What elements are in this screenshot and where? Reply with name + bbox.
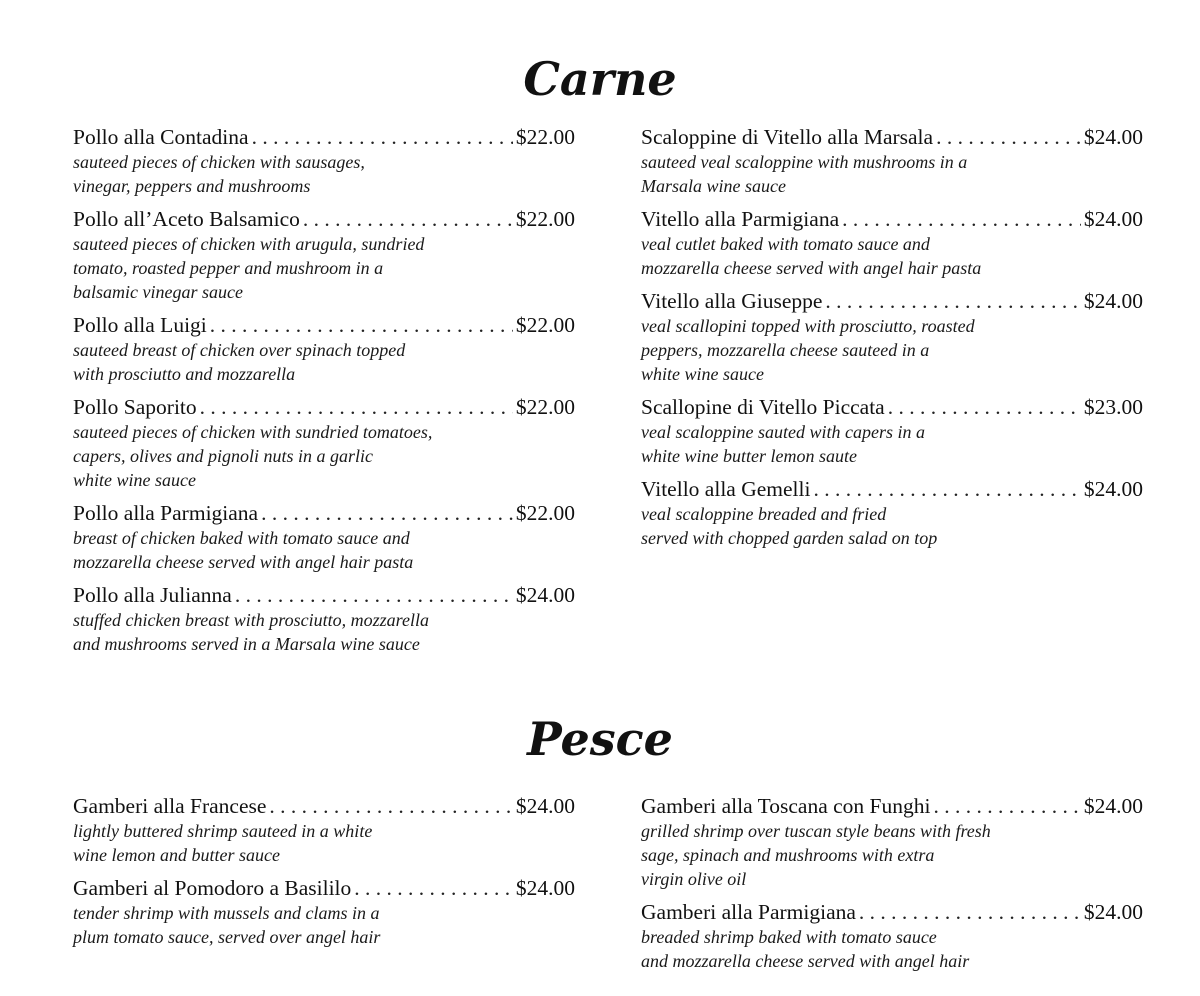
description-line: grilled shrimp over tuscan style beans with fresh <box>641 821 991 841</box>
menu-item-name: Pollo alla Contadina <box>73 125 249 149</box>
description-line: sauteed veal scaloppine with mushrooms in a <box>641 152 968 172</box>
menu-item-description <box>73 608 575 656</box>
description-line: veal scaloppine sauted with capers in a <box>641 422 925 442</box>
description-line: vinegar, peppers and mushrooms <box>73 176 311 196</box>
menu-item-price: $22.00 <box>515 313 575 337</box>
menu-item-price: $24.00 <box>515 876 575 900</box>
menu-item-name: Vitello alla Parmigiana <box>641 207 840 231</box>
menu-item-description <box>73 901 575 949</box>
dot-leader <box>354 875 513 901</box>
menu-item-name: Scaloppine di Vitello alla Marsala <box>641 125 934 149</box>
menu-item-description <box>641 925 1143 973</box>
menu-item-name: Gamberi alla Parmigiana <box>641 900 856 924</box>
menu-item-name: Pollo alla Luigi <box>73 313 207 337</box>
menu-item-name: Gamberi alla Francese <box>73 794 267 818</box>
menu-item-description <box>73 232 575 304</box>
menu-item <box>73 875 575 949</box>
description-line: virgin olive oil <box>641 869 747 889</box>
menu-item-header <box>73 124 575 150</box>
menu-item-description <box>641 420 1143 468</box>
menu-item-description <box>73 819 575 867</box>
menu-item-name: Gamberi al Pomodoro a Basililo <box>73 876 352 900</box>
dot-leader <box>825 288 1080 314</box>
description-line: veal scaloppine breaded and fried <box>641 504 887 524</box>
menu-item <box>73 500 575 574</box>
menu-item <box>641 206 1143 280</box>
description-line: white wine butter lemon saute <box>641 446 857 466</box>
menu-item-price: $24.00 <box>1083 207 1143 231</box>
dot-leader <box>888 394 1081 420</box>
menu-item <box>73 394 575 492</box>
menu-item-price: $24.00 <box>1083 477 1143 501</box>
menu-item-description <box>641 819 1143 891</box>
menu-item-price: $23.00 <box>1083 395 1143 419</box>
description-line: mozzarella cheese served with angel hair pasta <box>641 258 982 278</box>
dot-leader <box>235 582 513 608</box>
description-line: sauteed pieces of chicken with sausages, <box>73 152 365 172</box>
description-line: lightly buttered shrimp sauteed in a white <box>73 821 373 841</box>
menu-item-header <box>641 288 1143 314</box>
menu-item <box>641 288 1143 386</box>
menu-item-price: $24.00 <box>1083 900 1143 924</box>
dot-leader <box>813 476 1080 502</box>
description-line: tender shrimp with mussels and clams in a <box>73 903 380 923</box>
menu-item-header <box>73 394 575 420</box>
menu-item-header <box>73 500 575 526</box>
menu-item-header <box>641 793 1143 819</box>
section-title-pesce: Pesce <box>527 712 673 766</box>
dot-leader <box>210 312 513 338</box>
dot-leader <box>933 793 1080 819</box>
pesce-left-column <box>73 793 575 957</box>
menu-item-description <box>73 338 575 386</box>
menu-item <box>641 124 1143 198</box>
menu-item-header <box>641 394 1143 420</box>
carne-left-column <box>73 124 575 664</box>
dot-leader <box>269 793 512 819</box>
menu-item-price: $24.00 <box>1083 125 1143 149</box>
menu-item-header <box>73 206 575 232</box>
menu-item <box>641 899 1143 973</box>
menu-item-name: Vitello alla Gemelli <box>641 477 811 501</box>
dot-leader <box>859 899 1081 925</box>
menu-item-price: $24.00 <box>515 583 575 607</box>
description-line: sauteed pieces of chicken with arugula, sundried <box>73 234 425 254</box>
menu-item-description <box>73 420 575 492</box>
menu-item <box>641 476 1143 550</box>
section-title-carne: Carne <box>523 52 677 106</box>
dot-leader <box>261 500 513 526</box>
dot-leader <box>200 394 513 420</box>
description-line: served with chopped garden salad on top <box>641 528 938 548</box>
menu-item-header <box>73 582 575 608</box>
description-line: balsamic vinegar sauce <box>73 282 243 302</box>
menu-item-name: Pollo Saporito <box>73 395 197 419</box>
description-line: breaded shrimp baked with tomato sauce <box>641 927 937 947</box>
description-line: wine lemon and butter sauce <box>73 845 280 865</box>
description-line: breast of chicken baked with tomato sauce and <box>73 528 410 548</box>
description-line: veal cutlet baked with tomato sauce and <box>641 234 930 254</box>
dot-leader <box>936 124 1081 150</box>
dot-leader <box>303 206 513 232</box>
menu-item-description <box>641 314 1143 386</box>
menu-item-header <box>641 476 1143 502</box>
dot-leader <box>252 124 513 150</box>
menu-item-header <box>73 312 575 338</box>
menu-item-description <box>641 232 1143 280</box>
menu-item <box>73 206 575 304</box>
carne-right-column <box>641 124 1143 558</box>
menu-item-header <box>641 206 1143 232</box>
menu-item-name: Scallopine di Vitello Piccata <box>641 395 885 419</box>
menu-item-header <box>641 124 1143 150</box>
description-line: and mozzarella cheese served with angel hair <box>641 951 970 971</box>
menu-item-price: $24.00 <box>1083 794 1143 818</box>
menu-item <box>73 582 575 656</box>
description-line: capers, olives and pignoli nuts in a garlic <box>73 446 373 466</box>
menu-item-name: Vitello alla Giuseppe <box>641 289 823 313</box>
pesce-right-column <box>641 793 1143 981</box>
description-line: veal scallopini topped with prosciutto, roasted <box>641 316 975 336</box>
menu-item <box>73 793 575 867</box>
menu-item-name: Gamberi alla Toscana con Funghi <box>641 794 931 818</box>
description-line: peppers, mozzarella cheese sauteed in a <box>641 340 930 360</box>
menu-item-description <box>73 150 575 198</box>
description-line: and mushrooms served in a Marsala wine sauce <box>73 634 420 654</box>
description-line: sage, spinach and mushrooms with extra <box>641 845 935 865</box>
menu-item-price: $22.00 <box>515 501 575 525</box>
menu-item <box>73 312 575 386</box>
menu-item-price: $24.00 <box>515 794 575 818</box>
menu-item <box>641 394 1143 468</box>
menu-item-name: Pollo alla Julianna <box>73 583 232 607</box>
description-line: with prosciutto and mozzarella <box>73 364 296 384</box>
menu-item-header <box>73 793 575 819</box>
menu-item <box>73 124 575 198</box>
menu-item-price: $22.00 <box>515 125 575 149</box>
description-line: white wine sauce <box>641 364 764 384</box>
menu-item-description <box>73 526 575 574</box>
description-line: tomato, roasted pepper and mushroom in a <box>73 258 384 278</box>
menu-item-header <box>73 875 575 901</box>
menu-item-description <box>641 150 1143 198</box>
description-line: stuffed chicken breast with prosciutto, mozzarella <box>73 610 429 630</box>
menu-item-price: $24.00 <box>1083 289 1143 313</box>
menu-item-description <box>641 502 1143 550</box>
menu-item-header <box>641 899 1143 925</box>
menu-item-name: Pollo alla Parmigiana <box>73 501 259 525</box>
description-line: mozzarella cheese served with angel hair pasta <box>73 552 414 572</box>
menu-item-name: Pollo all’Aceto Balsamico <box>73 207 300 231</box>
description-line: white wine sauce <box>73 470 196 490</box>
menu-item-price: $22.00 <box>515 207 575 231</box>
menu-item-price: $22.00 <box>515 395 575 419</box>
description-line: plum tomato sauce, served over angel hair <box>73 927 381 947</box>
description-line: Marsala wine sauce <box>641 176 786 196</box>
dot-leader <box>842 206 1081 232</box>
description-line: sauteed breast of chicken over spinach topped <box>73 340 406 360</box>
menu-item <box>641 793 1143 891</box>
description-line: sauteed pieces of chicken with sundried tomatoes, <box>73 422 433 442</box>
